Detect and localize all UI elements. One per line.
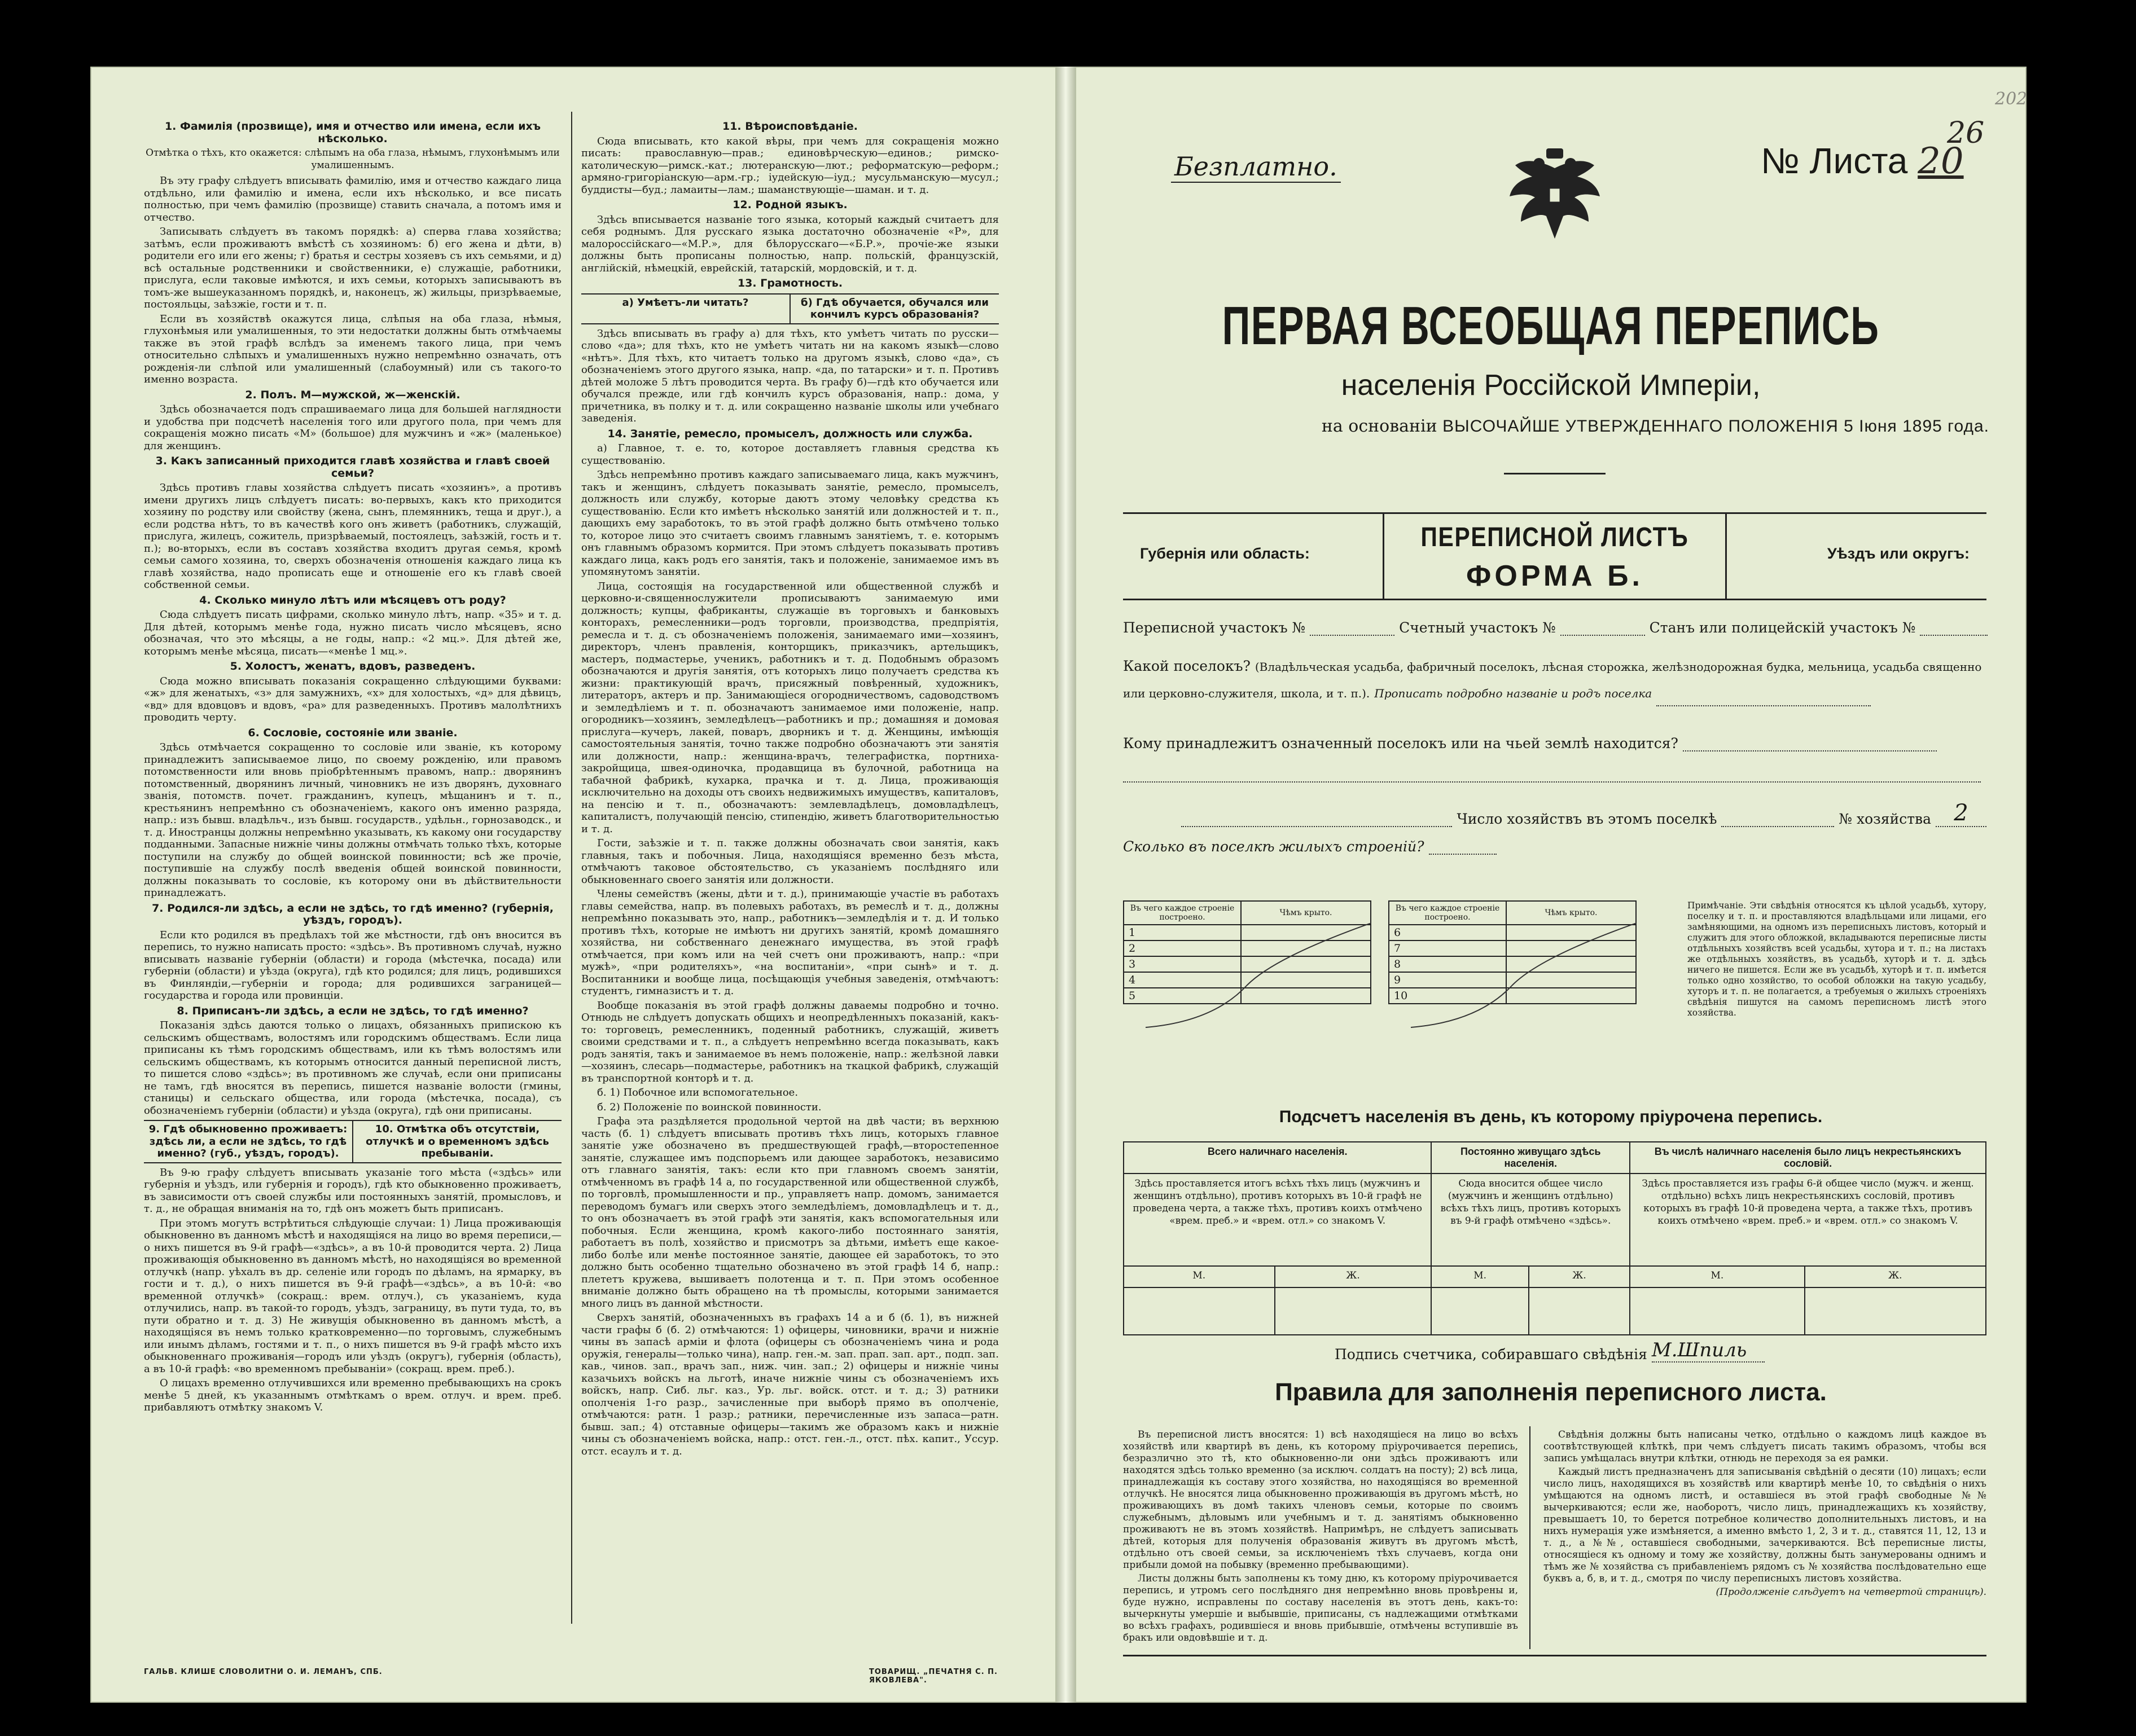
count-header-present: Всего наличнаго населенія.: [1124, 1142, 1431, 1174]
sheet-name: ПЕРЕПИСНОЙ ЛИСТЪ: [1420, 522, 1689, 552]
book-gutter: [1056, 67, 1075, 1703]
male-col: М.: [1431, 1266, 1529, 1287]
signature-label: Подпись счетчика, собиравшаго свѣдѣнія: [1335, 1346, 1647, 1363]
enumerator-signature: [1335, 1339, 1765, 1363]
section-heading: 4. Сколько минуло лѣтъ или мѣсяцевъ отъ роду?: [199, 594, 506, 606]
section-heading: 13. Грамотность.: [737, 277, 843, 289]
buildings-row-number: 9: [1389, 972, 1506, 988]
section-heading: 12. Родной языкъ.: [733, 199, 848, 211]
instruction-paragraph: Записывать слѣдуетъ въ такомъ порядкѣ: а) сперва глава хозяйства; затѣмъ, если проживаютъ вмѣстѣ съ хозяиномъ: б) его жена и дѣти, в) родители его или его жены; г) братья и сестры хозяевъ съ ихъ семьями, и д) всѣ остальные родственники и свойственники, е) служащіе, работники, прислуга, если таковые имѣются, и ихъ семьи, которыхъ записываютъ въ томъ-же вышеуказанномъ порядкѣ, и, наконецъ, ж) жильцы, призрѣваемые, постояльцы, заѣзжіе, гости и т. п.: [144, 226, 562, 310]
instruction-paragraph: Графа эта раздѣляется продольной чертой на двѣ части; въ верхнюю часть (б. 1) слѣдуетъ вписывать противъ тѣхъ лицъ, которыхъ главное занятіе уже обозначено въ предшествующей графѣ,—второстепенное занятіе, служащее имъ подспорьемъ или дающее заработокъ, независимо отъ главнаго занятія, такъ: если кто при главномъ своемъ занятіи, отмѣченномъ въ графѣ 14 а, по государственной или общественной службѣ, по торговлѣ, промышленности и пр., управляетъ напр. домомъ, занимается переводомъ бумагъ или сверхъ этого земледѣліемъ, домовладѣлецъ и т. д., то онъ обозначаетъ въ этой графѣ эти занятія, какъ вспомогательныя или побочныя. Если женщина, кромѣ какого-либо постояннаго занятія, работаетъ въ полѣ, хозяйство и присмотръ за дѣтьми, имѣетъ еще какое-либо болѣе или менѣе постоянное занятіе, дающее ей заработокъ, то это должно быть особенно тщательно обозначено въ этой графѣ 14 б, напр.: плететъ кружева, вышиваетъ полотенца и т. п. При этомъ особенное вниманіе должно быть обращено на тѣ промыслы, которыми занимается много лицъ въ данной мѣстности.: [581, 1115, 999, 1309]
margin-page-number: 202: [1995, 89, 2028, 109]
instruction-paragraph: Здѣсь обозначается подъ спрашиваемаго лица для большей наглядности и удобства при подсчетѣ населенія того или другого пола, при чемъ для сокращенія можно писать «М» (большое) для мужчинъ и «ж» (маленькое) для женщинъ.: [144, 403, 562, 452]
form-header-box: [1123, 512, 1986, 600]
buildings-col-roof: Чѣмъ крыто.: [1241, 901, 1371, 925]
instruction-paragraph: Лица, состоящія на государственной или общественной службѣ и церковно-и-священнослужители прописываютъ занимаемую ими должность; купцы, фабриканты, служащіе въ торговыхъ и банковыхъ конторахъ, ремесленники—родъ торговли, производства, предпріятія, ремесла и т. д. съ обозначеніемъ положенія, занимаемаго ими—хозяинъ, директоръ, членъ правленія, конторщикъ, приказчикъ, артельщикъ, мастеръ, подмастерье, ученикъ, работникъ и т. д. Подобнымъ образомъ обозначаются и другія занятія, отъ которыхъ лицо получаетъ средства къ жизни: практикующій врачъ, присяжный повѣренный, художникъ, литераторъ, актеръ и пр. Занимающіеся огородничествомъ, садоводствомъ и земледѣліемъ и т. п. обозначаютъ занимаемое ими положеніе, напр. огородникъ—хозяинъ, земледѣлецъ—работникъ и пр.; домашняя и домовая прислуга—кучеръ, лакей, поваръ, дворникъ и т. д. Женщины, имѣющія самостоятельныя занятія, точно также подробно обозначаютъ эти занятія или должности, напр.: женщина-врачъ, телеграфистка, портниха-закройщица, швея-одиночка, продавщица въ булочной, работница на табачной фабрикѣ, кухарка, прачка и т. д. Лица, проживающія исключительно на доходы отъ своихъ недвижимыхъ имуществъ, капиталовъ, на пенсію и т. п., обозначаютъ: землевладѣлецъ, домовладѣлецъ, капиталистъ, получающій пенсію, стипендію, живетъ благотворительностью и т. д.: [581, 580, 999, 835]
form-title-cell: [1383, 514, 1727, 599]
imprint-right: ТОВАРИЩ. „ПЕЧАТНЯ С. П. ЯКОВЛЕВА".: [869, 1668, 998, 1685]
owner-line-2: [1123, 766, 1986, 783]
instruction-paragraph: а) Главное, т. е. то, которое доставляетъ главныя средства къ существованію.: [581, 442, 999, 467]
rules-paragraph: Въ переписной листъ вносятся: 1) всѣ находящіеся на лицо во всѣхъ хозяйствѣ или квартирѣ въ день, къ которому пріурочивается перепись, безразлично это тѣ, кто обыкновенно-ли они здѣсь проживаютъ или находятся здѣсь только временно (за исключ. солдатъ на посту); 2) всѣ лица, принадлежащія къ составу этого хозяйства, но находящіяся во временной отлучкѣ. Не вносятся лица обыкновенно проживающія въ другомъ мѣстѣ, но проживающихъ въ домѣ такихъ членовъ семьи, которые по своимъ служебнымъ, дѣловымъ или учебнымъ и т. д. занятіямъ обыкновенно проживаютъ не въ этомъ хозяйствѣ. Напримѣръ, не слѣдуетъ записывать дѣтей, которыя для полученія образованія живутъ въ другомъ мѣстѣ, отдѣльно отъ своей семьи, за исключеніемъ тѣхъ случаевъ, когда они прибыли домой на побывку (временно пребывающими).: [1123, 1429, 1518, 1571]
legal-basis-prefix: на основаніи: [1321, 416, 1437, 436]
instructions-column-2: [581, 117, 999, 1641]
owner-field-2[interactable]: [1123, 770, 1981, 783]
sheet-number-label: № Листа: [1761, 140, 1908, 181]
split-heading-part: 10. Отмѣтка объ отсутствіи, отлучкѣ и о временномъ здѣсь пребываніи.: [352, 1121, 562, 1162]
count-text-permanent: Сюда вносится общее число (мужчинъ и женщинъ отдѣльно) всѣхъ тѣхъ лицъ, противъ которыхъ въ 9-й графѣ отмѣчено «здѣсь».: [1431, 1174, 1630, 1266]
buildings-row-number: 10: [1389, 988, 1506, 1004]
bottom-rule: [1123, 1655, 1986, 1656]
buildings-row-number: 8: [1389, 956, 1506, 972]
instruction-paragraph: Члены семействъ (жены, дѣти и т. д.), принимающіе участіе въ работахъ главы семейства, напр. въ полевыхъ работахъ, въ ремеслѣ и т. д., должны непремѣнно показывать это, напр., работникъ—земледѣлія и т. д. И только противъ тѣхъ, которые не имѣютъ ни другихъ занятій, кромѣ домашняго хозяйства, ни собственнаго денежнаго имущества, въ этой графѣ отмѣчается, при комъ или на чей счетъ они проживаютъ, напр.: «при мужѣ», «при родителяхъ», «на воспитаніи», «при сынѣ» и т. д. Воспитанники и вообще лица, посѣщающія учебныя заведенія, отмѣчаютъ: студентъ, гимназистъ и т. д.: [581, 888, 999, 997]
count-cell[interactable]: [1124, 1287, 1275, 1335]
instruction-paragraph: Въ эту графу слѣдуетъ вписывать фамилію, имя и отчество каждаго лица отдѣльно, или фамилію и имена, если ихъ нѣсколько, и все писать полностью, при чемъ фамилію (прозвище) ставить сначала, а потомъ имя и отчество.: [144, 175, 562, 223]
free-label: Безплатно.: [1171, 151, 1341, 183]
count-cell[interactable]: [1275, 1287, 1432, 1335]
owner-question: Кому принадлежитъ означенный поселокъ или на чьей землѣ находится?: [1123, 735, 1678, 751]
continuation-note: (Продолженіе слѣдуетъ на четвертой страницѣ).: [1716, 1586, 1986, 1598]
instruction-paragraph: О лицахъ временно отлучившихся или временно пребывающихъ на срокъ менѣе 5 дней, къ указаннымъ отмѣткамъ о врем. отлуч. и врем. преб. прибавляютъ отмѣтку знакомъ V.: [144, 1377, 562, 1413]
buildings-row-number: 2: [1124, 940, 1241, 956]
instructions-column-1: [144, 117, 562, 1641]
count-text-nonpeasant: Здѣсь проставляется изъ графы 6-й общее число (мужч. и женщ. отдѣльно) всѣхъ лицъ некрестьянскихъ сословій, противъ которыхъ въ графѣ 10-й проведена черта, а также тѣхъ, противъ коихъ отмѣчено «врем. преб.» и «врем. отл.» со знакомъ V.: [1630, 1174, 1986, 1266]
buildings-row-number: 3: [1124, 956, 1241, 972]
buildings-row-number: 6: [1389, 925, 1506, 940]
households-count-label: Число хозяйствъ въ этомъ поселкѣ: [1457, 811, 1717, 827]
count-cell[interactable]: [1630, 1287, 1805, 1335]
rules-column-left: [1123, 1429, 1518, 1646]
rules-column-right: [1543, 1429, 1986, 1600]
title-rule: [1504, 473, 1606, 474]
section-subheading: Отмѣтка о тѣхъ, кто окажется: слѣпымъ на оба глаза, нѣмымъ, глухонѣмымъ или умалишеннымъ.: [146, 147, 560, 171]
instruction-paragraph: Гости, заѣзжіе и т. п. также должны обозначать свои занятія, какъ главныя, такъ и побочныя. Лица, находящіяся временно безъ мѣста, отмѣчаютъ таковое обстоятельство, съ указаніемъ послѣдняго или обыкновеннаго своего занятія или должности.: [581, 837, 999, 886]
instruction-paragraph: Здѣсь непремѣнно противъ каждаго записываемаго лица, какъ мужчинъ, такъ и женщинъ, слѣдуетъ показывать занятіе, ремесло, промыселъ, должность или службу, которые даютъ этому человѣку средства къ существованію. Если кто имѣетъ нѣсколько занятій или должностей и т. п., дающихъ ему заработокъ, то въ этой графѣ должно быть отмѣчено только то, которое лицо это считаетъ своимъ главнымъ занятіемъ, т. е. которымъ онъ главнымъ образомъ кормится. При этомъ слѣдуетъ показывать противъ каждаго лица, какъ родъ его занятія, такъ и положеніе, занимаемое имъ въ упомянутомъ занятіи.: [581, 469, 999, 578]
count-header-nonpeasant: Въ числѣ наличнаго населенія было лицъ некрестьянскихъ сословій.: [1630, 1142, 1986, 1174]
right-page: [1075, 67, 2027, 1703]
instruction-paragraph: Сюда можно вписывать показанія сокращенно слѣдующими буквами: «ж» для женатыхъ, «з» для замужнихъ, «х» для холостыхъ, «д» для дѣвицъ, «вд» для вдовцовъ и вдовъ, «ра» для разведенныхъ. Противъ малолѣтнихъ проводить черту.: [144, 675, 562, 723]
instruction-paragraph: Сюда вписывать, кто какой вѣры, при чемъ для сокращенія можно писать: православную—прав.; единовѣрческую—единов.; римско-католическую—римск.-кат.; лютеранскую—лют.; реформатскую—реформ.; армяно-григоріанскую—арм.-гр.; іудейскую—іуд.; мусульманскую—мусул.; буддисты—буд.; ламаиты—лам.; шаманствующіе—шаман. и т. д.: [581, 135, 999, 196]
female-col: Ж.: [1529, 1266, 1630, 1287]
imprint-left: ГАЛЬВ. КЛИШЕ СЛОВОЛИТНИ О. И. ЛЕМАНЪ, СПБ.: [144, 1668, 383, 1676]
buildings-col-material: Въ чего каждое строеніе построено.: [1124, 901, 1241, 925]
buildings-strike-2: [1411, 923, 1637, 1030]
settlement-hint-2: Прописать подробно названіе и родъ поселка: [1374, 687, 1652, 700]
sheet-number: [1761, 140, 1964, 182]
instruction-paragraph: Сверхъ занятій, обозначенныхъ въ графахъ 14 а и б (б. 1), въ нижней части графы б (б. 2) отмѣчаются: 1) офицеры, чиновники, врачи и нижніе чины въ запасѣ арміи и флота (офицеры съ обозначеніемъ чина и рода оружія, генералы—только чина), напр. ген.-м. зап. прап. зап. арт., подп. зап. кав., чинов. зап., врачъ зап., ниж. чин. зап.; 2) офицеры и нижніе чины казачьихъ войскъ на льготѣ, иначе нижніе чины съ обозначеніемъ ихъ войскъ, напр. Сиб. льг. каз., Ур. льг. войск. отст. и т. д.; 3) ратники ополченія 1-го разр., зачисленные при выборѣ прямо въ ополченіе, отмѣчаются: ратн. 1 разр.; ратники, перечисленные изъ запаса—ратн. бывш. зап.; 4) отставные офицеры—такимъ же образомъ какъ и нижніе чины съ обозначеніемъ войска, напр.: отст. ген.-л., отст. пѣх. капит., Уссур. отст. есаулъ и т. д.: [581, 1312, 999, 1457]
buildings-strike-1: [1146, 923, 1371, 1030]
instruction-paragraph: б. 1) Побочное или вспомогательное.: [597, 1087, 799, 1098]
male-col: М.: [1630, 1266, 1805, 1287]
split-heading-part: 9. Гдѣ обыкновенно проживаетъ: здѣсь ли, а если не здѣсь, то гдѣ именно? (губ., уѣздъ, городъ).: [148, 1123, 348, 1159]
settlement-line: [1123, 653, 1986, 706]
instruction-paragraph: б. 2) Положеніе по воинской повинности.: [597, 1101, 822, 1113]
instruction-paragraph: Если кто родился въ предѣлахъ той же мѣстности, гдѣ онъ вносится въ перепись, то нужно написать просто: «здѣсь». Въ противномъ случаѣ, нужно вписывать названіе губерніи (области) и города (мѣстечка, посада) или губерніи (области) и уѣзда (округа), гдѣ кто родился; для лицъ, родившихся въ Финляндіи,—губерніи и города; для родившихся заграницей—государства и города или провинціи.: [144, 929, 562, 1001]
rules-divider: [1529, 1426, 1530, 1649]
split-heading: [144, 1120, 562, 1163]
buildings-row-number: 1: [1124, 925, 1241, 940]
settlement-hint: (Владѣльческая усадьба, фабричный поселокъ, лѣсная сторожка, желѣзнодорожная будка, мельница, усадьба священно или церковно-служителя, школа, и т. п.).: [1123, 660, 1982, 700]
census-district-label: Переписной участокъ №: [1123, 619, 1306, 636]
section-heading: 5. Холостъ, женатъ, вдовъ, разведенъ.: [230, 660, 476, 673]
districts-line: [1123, 619, 1986, 636]
rules-title: Правила для заполненія переписного листа.: [1275, 1378, 1827, 1406]
district-cell: [1725, 514, 1986, 599]
column-divider: [571, 112, 572, 1624]
census-title: ПЕРВАЯ ВСЕОБЩАЯ ПЕРЕПИСЬ: [1222, 296, 1880, 356]
instruction-paragraph: Въ 9-ю графу слѣдуетъ вписывать указаніе того мѣста («здѣсь» или губернія и уѣздъ, или губернія и городъ), гдѣ кто обыкновенно проживаетъ, въ зависимости отъ своей службы или постоянныхъ занятій, промысловъ, и т. д., не обращая вниманія на то, гдѣ онъ можетъ быть приписанъ.: [144, 1166, 562, 1215]
census-district-field[interactable]: [1310, 623, 1394, 636]
instruction-paragraph: Если въ хозяйствѣ окажутся лица, слѣпыя на оба глаза, нѣмыя, глухонѣмыя или умалишенныя, то эти недостатки должны быть отмѣчаемы также въ этой графѣ вслѣдъ за именемъ такого лица, при чемъ относительно слѣпыхъ и умалишенныхъ нужно непремѣнно означать, отъ рожденія-ли слѣпой или умалишенный (слабоумный) или съ такого-то именно возраста.: [144, 313, 562, 385]
section-heading: 14. Занятіе, ремесло, промыселъ, должность или служба.: [607, 427, 973, 440]
province-label: Губернія или область:: [1140, 545, 1310, 562]
section-heading: 2. Полъ. М—мужской, ж—женскій.: [245, 388, 460, 401]
household-no-value: 2: [1936, 800, 1986, 827]
buildings-row-number: 7: [1389, 940, 1506, 956]
split-heading-part: б) Гдѣ обучается, обучался или кончилъ курсъ образованія?: [790, 295, 999, 323]
households-pre-field[interactable]: [1181, 815, 1452, 827]
imperial-eagle-emblem: [1504, 146, 1606, 244]
buildings-col-roof: Чѣмъ крыто.: [1506, 901, 1636, 925]
sheet-number-handwritten: 26: [1947, 116, 1985, 150]
count-text-present: Здѣсь проставляется итогъ всѣхъ тѣхъ лицъ (мужчинъ и женщинъ отдѣльно), противъ которыхъ въ 10-й графѣ не проведена черта, а также тѣхъ, противъ коихъ отмѣчено «врем. преб.» и «врем. отл.» со знакомъ V.: [1124, 1174, 1431, 1266]
count-cell[interactable]: [1529, 1287, 1630, 1335]
legal-basis: [1120, 416, 1989, 436]
census-subtitle: населенія Россійской Имперіи,: [1341, 369, 1761, 402]
left-page: [90, 67, 1056, 1703]
count-cell[interactable]: [1431, 1287, 1529, 1335]
buildings-field[interactable]: [1429, 842, 1497, 855]
camp-label: Станъ или полицейскій участокъ №: [1649, 619, 1916, 636]
buildings-line: [1123, 838, 1986, 855]
household-no-label: № хозяйства: [1839, 811, 1932, 827]
rules-paragraph: Каждый листъ предназначенъ для записыванія свѣдѣній о десяти (10) лицахъ; если число лицъ, находящихся въ хозяйствѣ или квартирѣ менѣе 10, то свѣдѣнія о нихъ умѣщаются на одномъ листѣ, и оставшіеся въ этой графѣ свободные №№ вычеркиваются; если же, наоборотъ, число лицъ, принадлежащихъ къ хозяйству, превышаетъ 10, то берется потребное количество дополнительныхъ листовъ, и на нихъ нумерація уже измѣняется, а именно вмѣсто 1, 2, 3 и т. д., ставятся 11, 12, 13 и т. д., а №№, оставшіеся свободными, зачеркиваются. Всѣ переписные листы, относящіеся къ одному и тому же хозяйству, должны быть занумерованы однимъ и тѣмъ же № хозяйства съ прибавленіемъ рядомъ съ № хозяйства послѣдовательно еще буквъ а, б, в, и т. д., смотря по числу переписныхъ листовъ хозяйства.: [1543, 1466, 1986, 1584]
instruction-paragraph: При этомъ могутъ встрѣтиться слѣдующіе случаи: 1) Лица проживающія обыкновенно въ данномъ мѣстѣ и находящіяся на лицо во время переписи,—о нихъ пишется въ 9-й графѣ—«здѣсь», а въ 10-й проводится черта. 2) Лица проживающія обыкновенно въ данномъ мѣстѣ, но находящіяся во временной отлучкѣ (напр. уѣхалъ въ др. селеніе или городъ по дѣламъ, на ярмарку, въ гости и т. д.), о нихъ пишется въ 9-й графѣ—«здѣсь», а въ 10-й: «во временной отлучкѣ» (сокращ.: врем. отлуч.), съ указаніемъ, куда отлучились, напр. въ такой-то городъ, уѣздъ, заграницу, въ пути туда, то, въ пути обратно и т. д. 3) Не живущія обыкновенно въ данномъ мѣстѣ, а находящіяся въ немъ только кратковременно—по торговымъ, служебнымъ или инымъ дѣламъ, гостями и т. п., о нихъ пишется въ 9-й графѣ мѣсто ихъ обыкновеннаго проживанія—городъ или уѣздъ (округъ), губернія (область), а въ 10-й графѣ: «во временномъ пребываніи» (сокращ. врем. преб.).: [144, 1217, 562, 1375]
buildings-row-number: 4: [1124, 972, 1241, 988]
owner-field[interactable]: [1683, 739, 1937, 751]
sheet-number-value: 20: [1918, 140, 1964, 182]
instruction-paragraph: Здѣсь отмѣчается сокращенно то сословіе или званіе, къ которому принадлежитъ записываемое лицо, по своему рожденію, или правомъ потомственности или вновь пріобрѣтеннымъ правомъ, напр.: дворянинъ потомственный, дворянинъ личный, чиновникъ не изъ дворянъ, духовнаго званія, потомств. почет. гражданинъ, купецъ, мѣщанинъ и т. п., крестьянинъ непремѣнно съ обозначеніемъ, какого онъ именно разряда, напр.: изъ бывш. владѣльч., изъ бывш. государств., удѣльн., горнозаводск., и т. д. Иностранцы должны непремѣнно указывать, къ какому они государству подданными. Запасные нижніе чины должны отмѣчать только тѣхъ, которые поступили на службу до общей воинской повинности; всѣ же прочіе, поступившіе на службу послѣ введенія общей воинской повинности, должны показывать то сословіе, къ которому они въ дѣйствительности принадлежатъ.: [144, 741, 562, 899]
rules-paragraph: Свѣдѣнія должны быть написаны четко, отдѣльно о каждомъ лицѣ каждое въ соотвѣтствующей клѣткѣ, при чемъ слѣдуетъ писать такимъ образомъ, чтобы вся запись умѣщалась внутри клѣтки, отнюдь не переходя за ея рамки.: [1543, 1429, 1986, 1464]
population-count-title: Подсчетъ населенія въ день, къ которому пріурочена перепись.: [1279, 1107, 1823, 1126]
province-cell: [1123, 514, 1384, 599]
buildings-row-number: 5: [1124, 988, 1241, 1004]
instruction-paragraph: Сюда слѣдуетъ писать цифрами, сколько минуло лѣтъ, напр. «35» и т. д. Для дѣтей, которымъ менѣе года, нужно писать число мѣсяцевъ, ясно обозначая, что это мѣсяцы, а не годы, напр.: «2 мц.». Для дѣтей же, которымъ менѣе мѣсяца, писать—«менѣе 1 мц.».: [144, 609, 562, 657]
buildings-question: Сколько въ поселкѣ жилыхъ строеній?: [1123, 838, 1424, 855]
settlement-question: Какой поселокъ?: [1123, 658, 1251, 674]
form-name: ФОРМА Б.: [1466, 560, 1643, 592]
rules-paragraph: Листы должны быть заполнены къ тому дню, къ которому пріурочивается перепись, и утромъ сего послѣдняго дня непремѣнно вновь провѣрены и, буде нужно, исправлены по составу населенія въ этотъ день, какъ-то: вычеркнуты умершіе и выбывшіе, приписаны, съ надлежащими отмѣтками во всѣхъ графахъ, родившіеся и вновь прибывшіе, отмѣчены вступившіе въ бракъ или овдовѣвшіе и т. д.: [1123, 1573, 1518, 1643]
signature-handwritten: М.Шпиль: [1652, 1339, 1765, 1363]
owner-line: [1123, 735, 1986, 751]
instruction-paragraph: Здѣсь вписывать въ графу а) для тѣхъ, кто умѣетъ читать по русски—слово «да»; для тѣхъ, кто не умѣетъ читать ни на какомъ языкѣ—слово «нѣтъ». Для тѣхъ, кто читаетъ только на другомъ языкѣ, слово «да», съ обозначеніемъ этого другого языка, напр. «да, по татарски» и т. п. Противъ дѣтей моложе 5 лѣтъ проводится черта. Въ графу б)—гдѣ кто обучается или обучался прежде, или гдѣ кончилъ курсъ образованія, напр.: дома, у причетника, въ полку и т. д. или сокращенно названіе школы или учебнаго заведенія.: [581, 327, 999, 424]
split-heading: [581, 293, 999, 324]
section-heading: 7. Родился-ли здѣсь, а если не здѣсь, то гдѣ именно? (губернія, уѣздъ, городъ).: [152, 902, 554, 926]
count-cell[interactable]: [1805, 1287, 1986, 1335]
counting-district-label: Счетный участокъ №: [1399, 619, 1556, 636]
households-line: [1123, 800, 1986, 827]
section-heading: 3. Какъ записанный приходится главѣ хозяйства и главѣ своей семьи?: [155, 455, 550, 480]
camp-field[interactable]: [1920, 623, 1988, 636]
district-label: Уѣздъ или округъ:: [1827, 545, 1970, 562]
section-heading: 11. Вѣроисповѣданіе.: [722, 120, 858, 133]
section-heading: 1. Фамилія (прозвище), имя и отчество или имена, если ихъ нѣсколько.: [164, 120, 541, 145]
buildings-section: [1123, 900, 1986, 1092]
section-heading: 6. Сословіе, состояніе или званіе.: [248, 726, 458, 739]
male-col: М.: [1124, 1266, 1275, 1287]
counting-district-field[interactable]: [1560, 623, 1645, 636]
split-heading-part: а) Умѣетъ-ли читать?: [622, 296, 749, 309]
instruction-paragraph: Здѣсь вписывается названіе того языка, который каждый считаетъ для себя роднымъ. Для русскаго языка достаточно обозначеніе «Р», для малороссійскаго—«М.Р.», для бѣлорусскаго—«Б.Р.», прочіе-же языки должны быть прописаны полностью, напр. польскій, французскій, англійскій, нѣмецкій, еврейскій, татарскій, мордовскій, и т. д.: [581, 213, 999, 274]
count-header-permanent: Постоянно живущаго здѣсь населенія.: [1431, 1142, 1630, 1174]
legal-basis-decree: ВЫСОЧАЙШЕ УТВЕРЖДЕННАГО ПОЛОЖЕНІЯ 5 Іюня 1895 года.: [1442, 417, 1989, 436]
buildings-note: Примѣчаніе. Эти свѣдѣнія относятся къ цѣлой усадьбѣ, хутору, поселку и т. п. и проставляются владѣльцами или лицами, его замѣняющими, на одномъ изъ переписныхъ листовъ, который и служитъ для этого обложкой, вкладываются переписные листы отдѣльныхъ хозяйствъ всей усадьбы, хутора и т. п.; на листахъ же отдѣльныхъ хозяйствъ, въ усадьбѣ, хуторѣ и т. д. здѣсь ничего не пишется. Если же въ усадьбѣ, хуторѣ и т. п. имѣется только одно хозяйство, то особой обложки на такую усадьбу, хуторъ и т. п. не полагается, а требуемыя о жилыхъ строеніяхъ свѣдѣнія пишутся на самомъ переписномъ листѣ этого хозяйства.: [1687, 900, 1986, 1018]
female-col: Ж.: [1805, 1266, 1986, 1287]
households-count-field[interactable]: [1721, 815, 1834, 827]
buildings-col-material: Въ чего каждое строеніе построено.: [1389, 901, 1506, 925]
female-col: Ж.: [1275, 1266, 1432, 1287]
instruction-paragraph: Вообще показанія въ этой графѣ должны даваемы подробно и точно. Отнюдь не слѣдуетъ допускать общихъ и неопредѣленныхъ показаній, какъ-то: торговецъ, ремесленникъ, поденный работникъ, служащій, живетъ своими средствами и т. п., а слѣдуетъ непремѣнно всегда показывать, какъ родъ занятія, такъ и занимаемое въ немъ положеніе, напр.: желѣзной лавки—хозяинъ, слесарь—подмастерье, работникъ на ткацкой фабрикѣ, служащій въ транспортной конторѣ и т. д.: [581, 999, 999, 1084]
section-heading: 8. Приписанъ-ли здѣсь, а если не здѣсь, то гдѣ именно?: [177, 1004, 529, 1017]
instruction-paragraph: Здѣсь противъ главы хозяйства слѣдуетъ писать «хозяинъ», а противъ имени другихъ лицъ слѣдуетъ писать: во-первыхъ, какъ кто приходится хозяину по родству или свойству (жена, сынъ, племянникъ, теща и друг.), а если родства нѣтъ, то въ качествѣ кого онъ живетъ (работникъ, служащій, прислуга, жилецъ, сожитель, призрѣваемый, постоялецъ, заѣзжій, гость и т. п.); во-вторыхъ, если въ составъ хозяйства входитъ другая семья, кромѣ семьи самого хозяина, то, сверхъ обозначенія отношенія каждаго лица къ главѣ хозяйства, надо прописать еще и отношеніе его къ главѣ своей собственной семьи.: [144, 482, 562, 591]
instruction-paragraph: Показанія здѣсь даются только о лицахъ, обязанныхъ припискою къ сельскимъ обществамъ, волостямъ или городскимъ обществамъ. Если лица приписаны къ тѣмъ городскимъ обществамъ, или къ тѣмъ волостямъ или сельскимъ обществамъ, къ которымъ относится данный переписной листъ, то пишется слово «здѣсь»; въ противномъ же случаѣ, если они приписаны не тамъ, гдѣ вносятся въ перепись, пишется названіе волости (гмины, станицы) и сельскаго общества, или города (мѣстечка, посада), съ обозначеніемъ губерніи (области) и уѣзда (округа), гдѣ они приписаны.: [144, 1019, 562, 1117]
population-count-table: [1123, 1141, 1986, 1335]
settlement-field[interactable]: [1656, 694, 1871, 706]
